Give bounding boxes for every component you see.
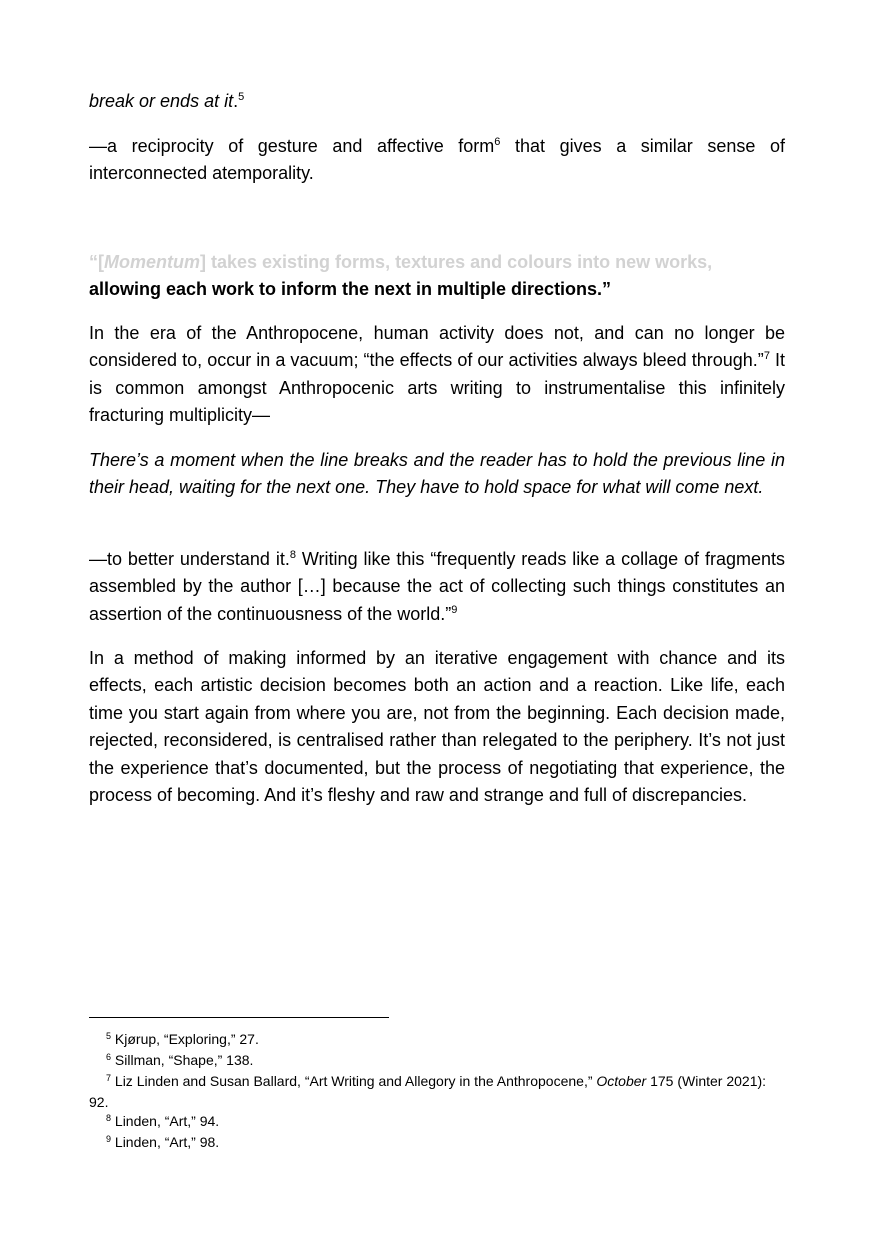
footnote-7 bbox=[89, 1071, 785, 1112]
footnote-ref-6[interactable]: 6 bbox=[494, 136, 501, 148]
footnote-9 bbox=[89, 1132, 785, 1153]
paragraph-text: —to better understand it. bbox=[89, 549, 290, 569]
footnote-8 bbox=[89, 1111, 785, 1132]
block-quote: There’s a moment when the line breaks and the reader has to hold the previous line in their head, waiting for the next one. They have to hold space for what will come next. bbox=[89, 450, 785, 498]
footnote-text: Liz Linden and Susan Ballard, “Art Writing and Allegory in the Anthropocene,” bbox=[111, 1073, 597, 1089]
body-line-continuation bbox=[89, 88, 785, 115]
italic-text: break or ends at it bbox=[89, 91, 234, 111]
heading-faded-italic: Momentum bbox=[104, 252, 200, 272]
heading-faded-rest: ] takes existing forms, textures and colours into new works, bbox=[200, 252, 713, 272]
footnote-text: 175 (Winter 2021): 92. bbox=[89, 1073, 767, 1110]
footnote-6 bbox=[89, 1050, 785, 1071]
footnote-text: Kjørup, “Exploring,” 27. bbox=[111, 1031, 259, 1047]
period: . bbox=[233, 91, 239, 111]
footnote-number: 6 bbox=[106, 1052, 112, 1062]
footnote-number: 7 bbox=[106, 1073, 112, 1083]
footnote-number: 9 bbox=[106, 1134, 112, 1144]
footnote-separator bbox=[89, 1017, 389, 1018]
paragraph-text: In the era of the Anthropocene, human activity does not, and can no longer be considered to, occur in a vacuum; “the effects of our activities always bleed through.” bbox=[89, 323, 785, 371]
body-paragraph-5: In a method of making informed by an iterative engagement with chance and its effects, each artistic decision becomes both an action and a reaction. Like life, each time you start again from where you are, not from the beginning. Each decision made, rejected, reconsidered, is centralised rather than relegated to the periphery. It’s not just the experience that’s documented, but the process of negotiating that experience, the process of becoming. And it’s fleshy and raw and strange and full of discrepancies. bbox=[89, 648, 785, 806]
footnote-5 bbox=[89, 1029, 785, 1050]
footnote-text: Sillman, “Shape,” 138. bbox=[111, 1052, 254, 1068]
body-paragraph-2 bbox=[89, 133, 785, 188]
heading-faded-open: “[ bbox=[89, 252, 104, 272]
journal-title: October bbox=[596, 1073, 647, 1089]
footnote-ref-9[interactable]: 9 bbox=[451, 603, 458, 616]
paragraph-text: It is common amongst Anthropocenic arts writing to instrumentalise this infinitely fracturing multiplicity— bbox=[89, 350, 786, 426]
pull-quote-heading bbox=[89, 249, 785, 304]
footnote-ref-8[interactable]: 8 bbox=[289, 549, 296, 561]
paragraph-text: —a reciprocity of gesture and affective form bbox=[89, 136, 495, 156]
paragraph-text: that gives a similar sense of interconnected atemporality. bbox=[89, 136, 785, 184]
body-paragraph-3 bbox=[89, 320, 785, 430]
footnote-text: Linden, “Art,” 94. bbox=[111, 1113, 220, 1129]
footnote-ref-5[interactable]: 5 bbox=[238, 91, 245, 103]
paragraph-text: Writing like this “frequently reads like a collage of fragments assembled by the author […] because the act of collecting such things constitutes an assertion of the continuousness of the world.” bbox=[89, 549, 785, 624]
footnote-ref-7[interactable]: 7 bbox=[763, 350, 770, 363]
footnote-number: 5 bbox=[106, 1031, 112, 1041]
footnote-text: Linden, “Art,” 98. bbox=[111, 1134, 220, 1150]
footnote-number: 8 bbox=[106, 1113, 112, 1123]
heading-line-2: allowing each work to inform the next in multiple directions.” bbox=[89, 279, 612, 300]
body-paragraph-4 bbox=[89, 546, 785, 628]
